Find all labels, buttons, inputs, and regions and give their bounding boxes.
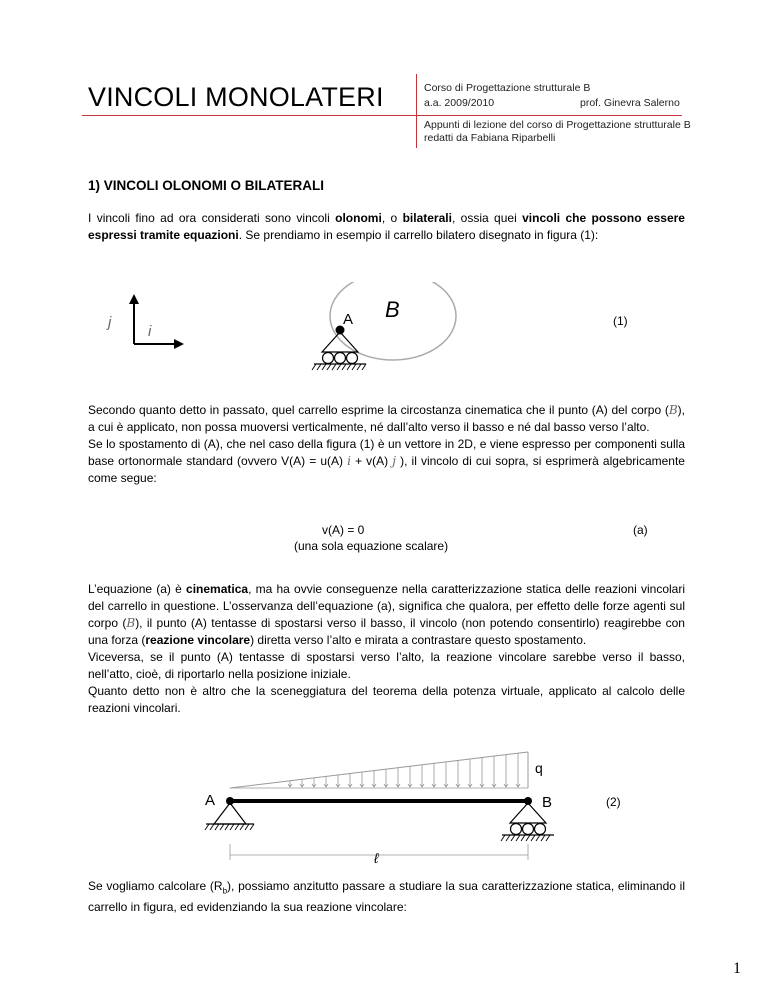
header-right-underline	[416, 115, 682, 116]
header-vertical-divider	[416, 74, 417, 148]
node-b-label: B	[542, 794, 553, 811]
page-number: 1	[733, 960, 741, 977]
axis-j-label: j	[108, 314, 112, 331]
length-dimension	[230, 844, 528, 860]
load-label: q	[535, 760, 543, 776]
length-label: ℓ	[374, 850, 379, 866]
distributed-load	[230, 752, 528, 788]
paragraph-statica: L’equazione (a) è cinematica, ma ha ovvie conseguenze nella caratterizzazione statica delle reazioni vincolari del carrello in questione. L’osservanza dell’equazione (a), significa che qualora, per effetto delle forze agenti sul corpo (B), il punto (A) tentasse di spostarsi verso il basso, il vincolo (non potendo consentirlo) reagirebbe con una forza (reazione vincolare) diretta verso l’alto e mirata a contrastare questo spostamento. Viceversa, se il punto (A) tentasse di spostarsi verso l’alto, la reazione vincolare sarebbe verso il basso, nell’atto, cioè, di riportarlo nella posizione iniziale. Quanto detto non è altro che la sceneggiatura del teorema della potenza virtuale, applicato al calcolo delle reazioni vincolari.	[88, 582, 685, 715]
coordinate-axes	[106, 294, 184, 349]
point-a-label: A	[343, 311, 354, 328]
axis-i-label: i	[148, 323, 152, 340]
figure-1-number: (1)	[613, 314, 628, 328]
document-title: VINCOLI MONOLATERI	[88, 82, 384, 112]
title-underline	[82, 115, 416, 116]
paragraph-intro: I vincoli fino ad ora considerati sono vincoli olonomi, o bilaterali, ossia quei vincoli che possono essere espressi tramite equazioni. Se prendiamo in esempio il carrello bilatero disegnato in figura (1):	[88, 211, 685, 242]
academic-year: a.a. 2009/2010	[424, 97, 495, 109]
paragraph-cinematica: Secondo quanto detto in passato, quel carrello esprime la circostanza cinematica che il punto (A) del corpo (B), a cui è applicato, non possa muoversi verticalmente, né dall’alto verso il basso e né dal basso verso l’alto. Se lo spostamento di (A), che nel caso della figura (1) è un vettore in 2D, e viene espresso per componenti sulla base ortonormale standard (ovvero V(A) = u(A) i + v(A) j ), il vincolo di cui sopra, si esprimerà algebricamente come segue:	[88, 403, 685, 485]
equation-a: v(A) = 0	[322, 523, 365, 537]
equation-a-label: (a)	[633, 523, 648, 537]
paragraph-reazione: Se vogliamo calcolare $(R_b)$, possiamo anzitutto passare a studiare la sua caratterizzazione statica, eliminando il carrello in figura, ed evidenziando la sua reazione vincolare:	[88, 879, 686, 915]
section-title: 1) VINCOLI OLONOMI O BILATERALI	[88, 178, 324, 193]
node-a-label: A	[205, 792, 216, 809]
notes-line-1: Appunti di lezione del corso di Progettazione strutturale B	[424, 119, 691, 131]
body-label: B	[385, 297, 400, 322]
professor-name: prof. Ginevra Salerno	[580, 97, 680, 109]
figure-2-number: (2)	[606, 795, 621, 809]
roller-support	[312, 332, 366, 370]
course-line: Corso di Progettazione strutturale B	[424, 82, 591, 94]
figure-1	[100, 282, 660, 382]
notes-line-2: redatti da Fabiana Riparbelli	[424, 132, 556, 144]
figure-2	[190, 748, 650, 868]
equation-a-note: (una sola equazione scalare)	[294, 539, 449, 553]
